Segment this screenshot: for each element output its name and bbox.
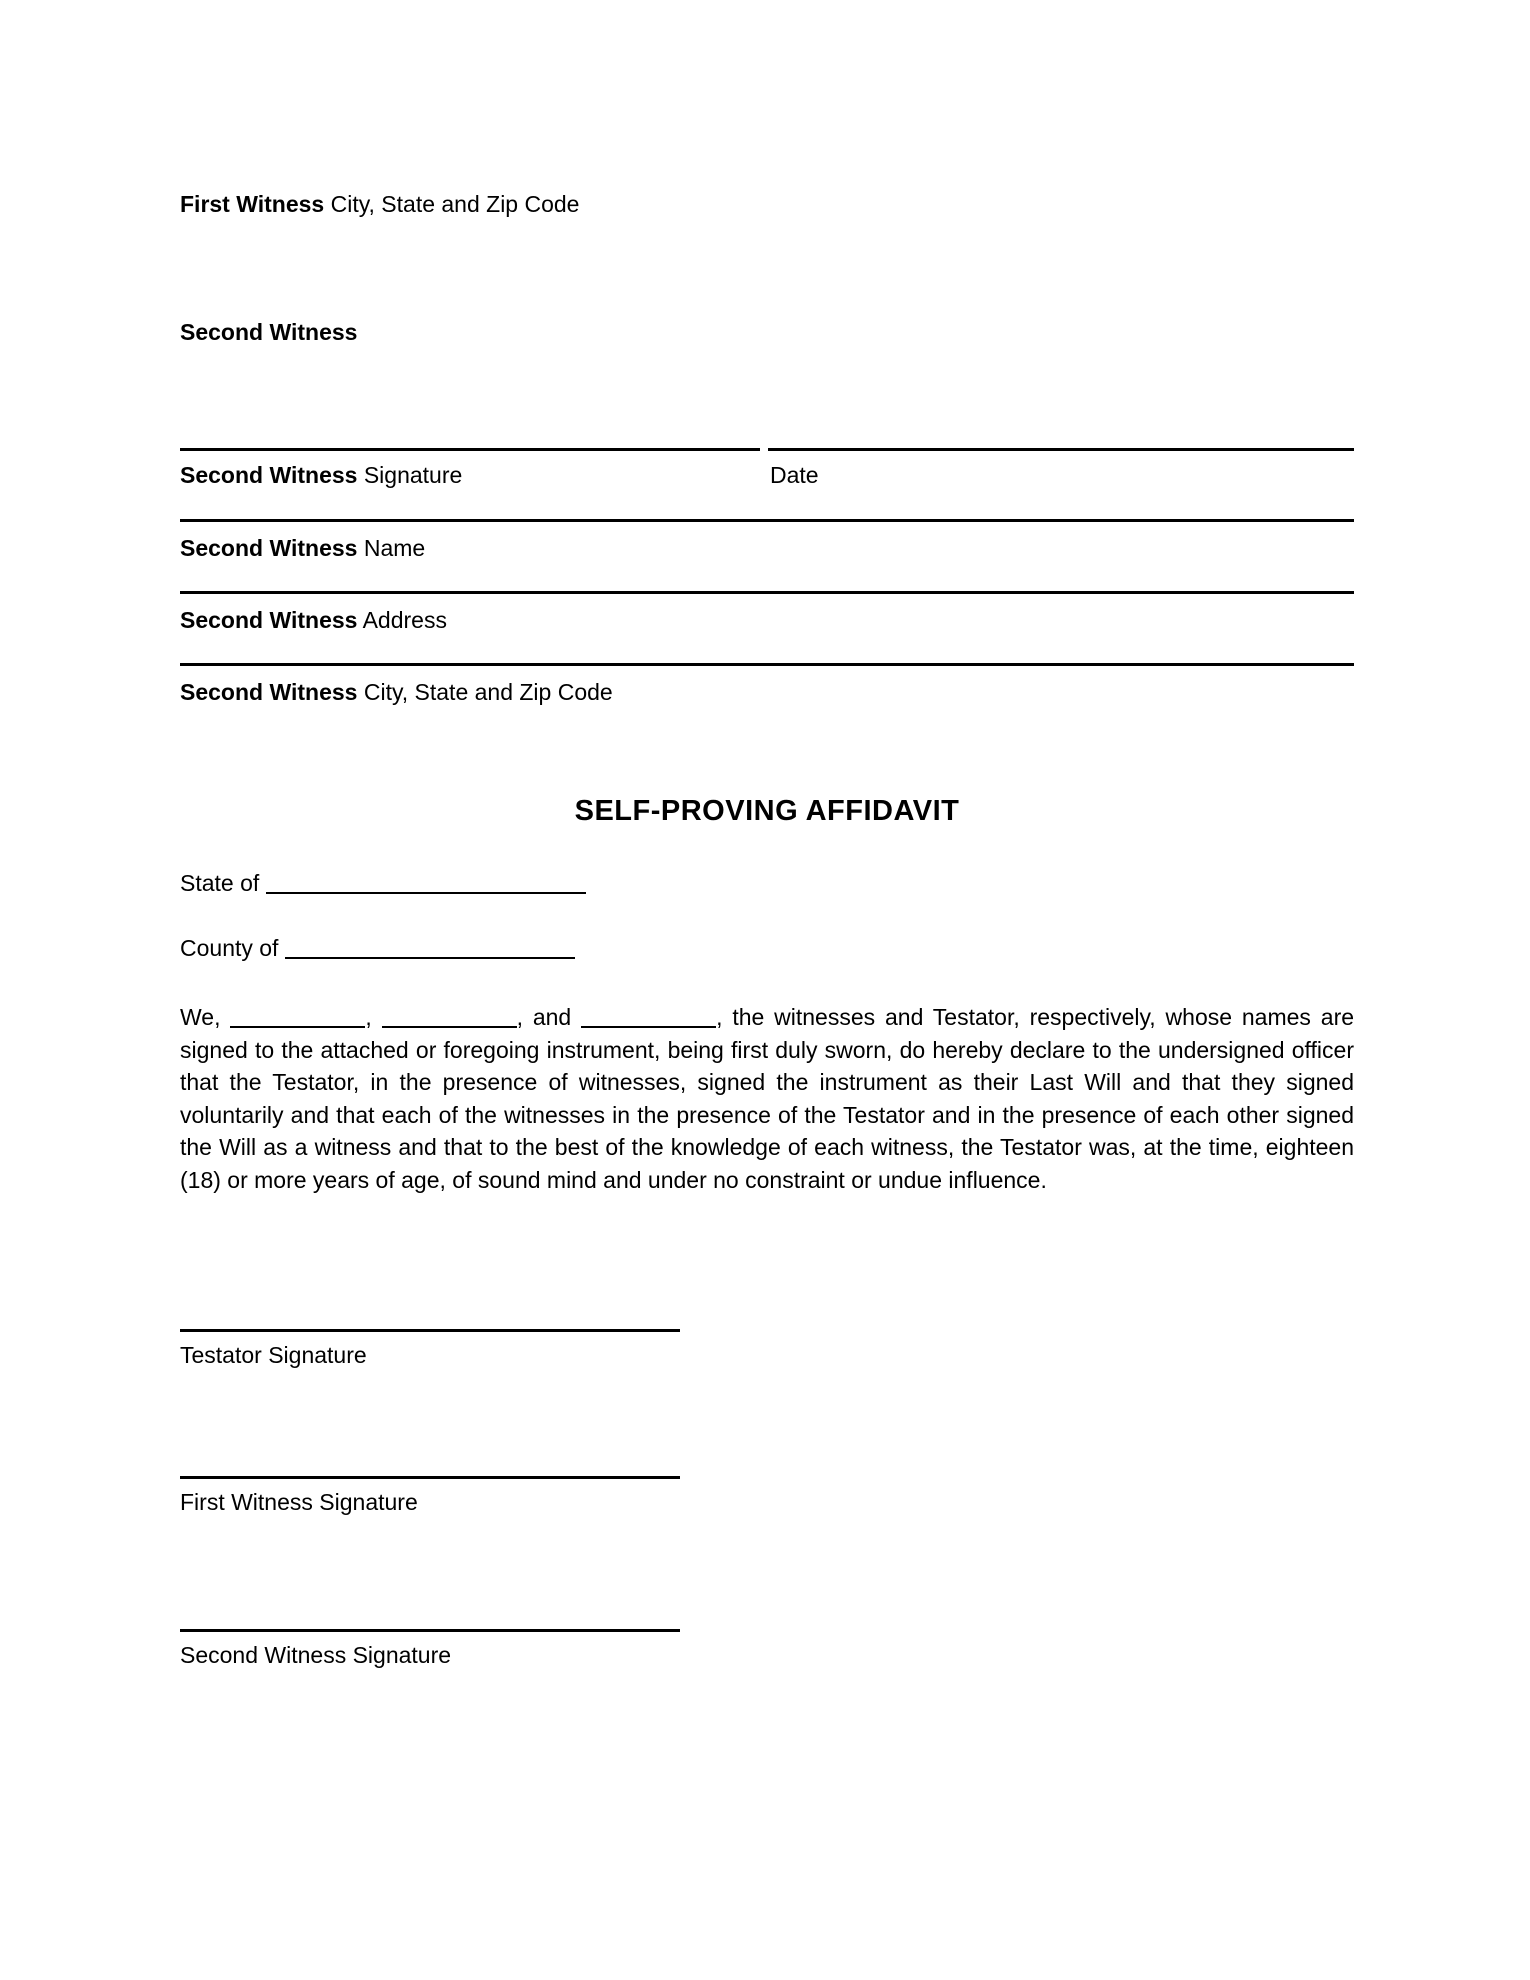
affidavit-paragraph bbox=[180, 1001, 1354, 1196]
second-witness-signature-label-rest: Signature bbox=[363, 462, 463, 488]
first-witness-city-label-rest: City, State and Zip Code bbox=[330, 191, 580, 217]
paragraph-and: and bbox=[532, 1004, 572, 1030]
testator-signature-label: Testator Signature bbox=[180, 1342, 367, 1368]
date-line bbox=[768, 448, 1354, 451]
date-label: Date bbox=[770, 462, 819, 488]
county-of-row bbox=[180, 933, 1354, 963]
second-witness-name-label-bold: Second Witness bbox=[180, 535, 358, 561]
affidavit-title: SELF-PROVING AFFIDAVIT bbox=[574, 795, 960, 827]
state-of-label: State of bbox=[180, 870, 260, 896]
state-of-blank bbox=[266, 874, 586, 894]
first-witness-name-blank bbox=[230, 1008, 365, 1028]
second-witness-signature-label-bottom: Second Witness Signature bbox=[180, 1642, 452, 1668]
paragraph-comma-1: , bbox=[365, 1004, 372, 1030]
second-witness-address-label bbox=[180, 606, 1354, 634]
second-witness-name-line bbox=[180, 519, 1354, 522]
second-witness-signature-label-row bbox=[180, 461, 1354, 489]
second-witness-city-line bbox=[180, 663, 1354, 666]
second-witness-name-label-rest: Name bbox=[363, 535, 426, 561]
second-witness-city-label-rest: City, State and Zip Code bbox=[363, 679, 613, 705]
second-witness-signature-label bbox=[180, 461, 770, 489]
paragraph-rest: , the witnesses and Testator, respectively, whose names are signed to the attached or foregoing instrument, being first duly sworn, do hereby declare to the undersigned officer that the Testator, in the presence of witnesses, signed the instrument as their Last Will and that they signed voluntarily and that each of the witnesses in the presence of the Testator and in the presence of each other signed the Will as a witness and that to the best of the knowledge of each witness, the Testator was, at the time, eighteen (18) or more years of age, of sound mind and under no constraint or undue influence. bbox=[180, 1004, 1355, 1193]
second-witness-address-line bbox=[180, 591, 1354, 594]
second-witness-address-label-bold: Second Witness bbox=[180, 607, 358, 633]
state-of-row bbox=[180, 868, 1354, 898]
second-witness-signature-date-lines bbox=[180, 448, 1354, 451]
second-witness-signature-label-bold: Second Witness bbox=[180, 462, 358, 488]
second-witness-signature-line-bottom bbox=[180, 1629, 680, 1632]
second-witness-name-blank bbox=[382, 1008, 517, 1028]
testator-name-blank bbox=[581, 1008, 716, 1028]
line-gap bbox=[760, 448, 768, 451]
second-witness-name-label bbox=[180, 534, 1354, 562]
first-witness-signature-line bbox=[180, 1476, 680, 1479]
first-witness-city-label bbox=[180, 190, 1354, 218]
county-of-label: County of bbox=[180, 935, 279, 961]
paragraph-comma-2: , bbox=[516, 1004, 523, 1030]
second-witness-signature-line bbox=[180, 448, 760, 451]
first-witness-city-label-bold: First Witness bbox=[180, 191, 325, 217]
second-witness-city-label bbox=[180, 678, 1354, 706]
testator-signature-line bbox=[180, 1329, 680, 1332]
first-witness-signature-label: First Witness Signature bbox=[180, 1489, 418, 1515]
second-witness-heading: Second Witness bbox=[180, 319, 358, 345]
second-witness-address-label-rest: Address bbox=[362, 607, 447, 633]
paragraph-lead: We, bbox=[180, 1004, 221, 1030]
county-of-blank bbox=[285, 939, 575, 959]
second-witness-city-label-bold: Second Witness bbox=[180, 679, 358, 705]
